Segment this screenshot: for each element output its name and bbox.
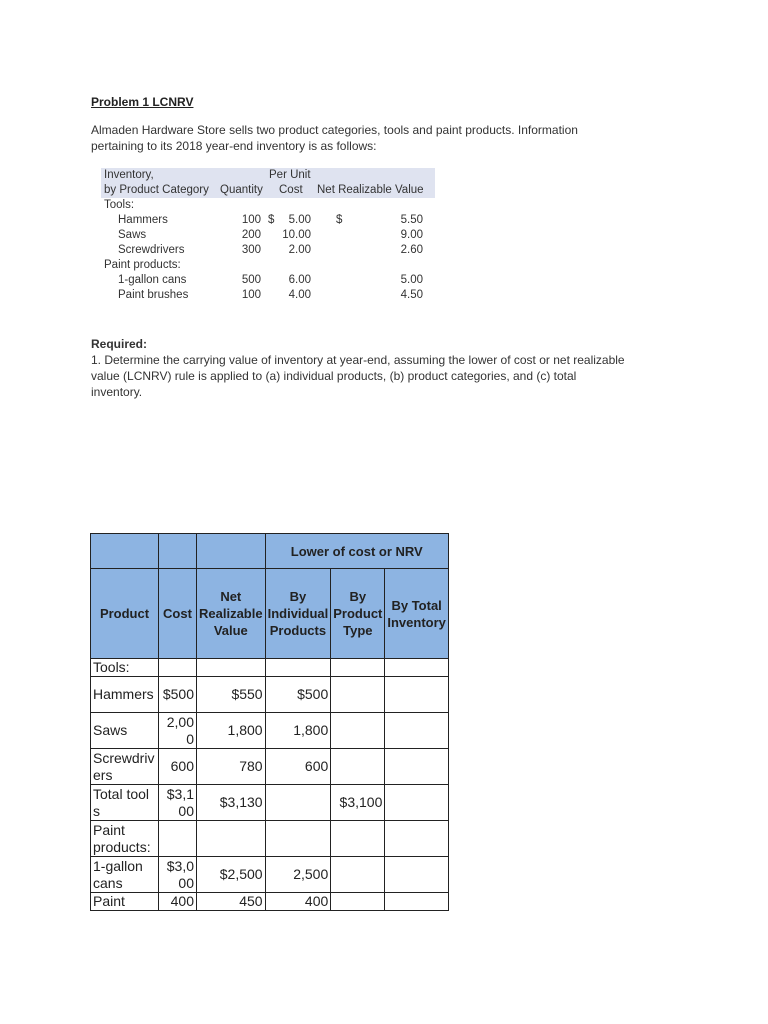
cell-total [385, 785, 449, 821]
item-nrv: 2.60 [400, 244, 423, 256]
item-name: Screwdrivers [118, 244, 185, 256]
item-nrv: 4.50 [400, 289, 423, 301]
required-line: 1. Determine the carrying value of inventory at year-end, assuming the lower of cost or net realizable [91, 353, 625, 367]
required-section [91, 336, 691, 400]
header-product: Product [91, 569, 159, 659]
cell-cost: $3,100 [159, 785, 197, 821]
cell-individual [265, 821, 331, 857]
header-nrv: Net Realizable Value [197, 569, 266, 659]
header-blank [159, 534, 197, 569]
cell-total [385, 677, 449, 713]
cell-cost: $500 [159, 677, 197, 713]
cell-total [385, 821, 449, 857]
cell-nrv: $3,130 [197, 785, 266, 821]
table-row [91, 677, 449, 713]
item-name: Hammers [118, 214, 168, 226]
header-category: by Product Category [104, 184, 209, 196]
cell-nrv: $2,500 [197, 857, 266, 893]
info-row [101, 213, 435, 228]
cell-type [331, 659, 385, 677]
item-name: Paint brushes [118, 289, 189, 301]
cell-nrv: 1,800 [197, 713, 266, 749]
cell-nrv: $550 [197, 677, 266, 713]
required-line: inventory. [91, 385, 143, 399]
header-cost: Cost [159, 569, 197, 659]
header-cost: Cost [279, 184, 303, 196]
cell-type: $3,100 [331, 785, 385, 821]
table-row [91, 857, 449, 893]
table-row [91, 893, 449, 911]
cell-type [331, 749, 385, 785]
table-row [91, 749, 449, 785]
cell-nrv [197, 659, 266, 677]
header-blank [197, 534, 266, 569]
cell-total [385, 893, 449, 911]
tools-label: Tools: [104, 199, 135, 211]
cell-individual [265, 785, 331, 821]
cell-type [331, 857, 385, 893]
cell-cost: 400 [159, 893, 197, 911]
cell-product: 1-gallon cans [91, 857, 159, 893]
info-row [101, 228, 435, 243]
header-per-unit: Per Unit [269, 169, 311, 181]
header-by-total: By Total Inventory [385, 569, 449, 659]
item-nrv: 5.50 [400, 214, 423, 226]
item-name: 1-gallon cans [118, 274, 187, 286]
cell-nrv: 780 [197, 749, 266, 785]
cell-nrv: 450 [197, 893, 266, 911]
header-lower-of-cost: Lower of cost or NRV [265, 534, 448, 569]
cell-individual: 2,500 [265, 857, 331, 893]
cell-individual: $500 [265, 677, 331, 713]
paint-label: Paint products: [104, 259, 181, 271]
cell-product: Screwdrivers [91, 749, 159, 785]
cell-individual: 600 [265, 749, 331, 785]
cell-type [331, 893, 385, 911]
cell-total [385, 713, 449, 749]
cell-total [385, 857, 449, 893]
cell-cost [159, 659, 197, 677]
item-cost: 2.00 [288, 244, 311, 256]
cell-type [331, 713, 385, 749]
item-qty: 500 [241, 274, 261, 286]
cell-cost: 2,000 [159, 713, 197, 749]
cell-nrv [197, 821, 266, 857]
cell-cost [159, 821, 197, 857]
cell-type [331, 677, 385, 713]
cell-product: Tools: [91, 659, 159, 677]
answer-table [90, 533, 449, 911]
item-qty: 200 [241, 229, 261, 241]
cell-product: Total tools [91, 785, 159, 821]
intro-line: pertaining to its 2018 year-end inventory is as follows: [91, 139, 377, 153]
item-nrv: 5.00 [400, 274, 423, 286]
info-row [101, 288, 435, 303]
item-qty: 300 [241, 244, 261, 256]
header-inventory: Inventory, [104, 169, 154, 181]
info-row [101, 243, 435, 258]
item-name: Saws [118, 229, 147, 241]
item-nrv: 9.00 [400, 229, 423, 241]
cell-individual: 400 [265, 893, 331, 911]
cell-cost: $3,000 [159, 857, 197, 893]
item-cost: 10.00 [282, 229, 311, 241]
table-row [91, 713, 449, 749]
intro-line: Almaden Hardware Store sells two product categories, tools and paint products. Information [91, 123, 578, 137]
required-heading: Required: [91, 337, 148, 351]
intro-paragraph [91, 122, 651, 154]
item-qty: 100 [241, 214, 261, 226]
header-quantity: Quantity [220, 184, 263, 196]
header-nrv: Net Realizable Value [317, 184, 424, 196]
table-row [91, 659, 449, 677]
nrv-dollar: $ [336, 214, 343, 226]
item-cost: 4.00 [288, 289, 311, 301]
cell-product: Paint [91, 893, 159, 911]
header-by-individual: By Individual Products [265, 569, 331, 659]
item-qty: 100 [241, 289, 261, 301]
required-line: value (LCNRV) rule is applied to (a) individual products, (b) product categories, and (c) total [91, 369, 577, 383]
table-row [91, 785, 449, 821]
inventory-info-table [101, 168, 435, 303]
table-row [91, 821, 449, 857]
cell-cost: 600 [159, 749, 197, 785]
problem-title: Problem 1 LCNRV [91, 95, 194, 109]
cell-product: Hammers [91, 677, 159, 713]
info-row [101, 273, 435, 288]
cell-type [331, 821, 385, 857]
item-cost: 5.00 [288, 214, 311, 226]
header-by-product-type: By Product Type [331, 569, 385, 659]
cell-total [385, 659, 449, 677]
info-table-header [101, 168, 435, 198]
cell-individual: 1,800 [265, 713, 331, 749]
cell-total [385, 749, 449, 785]
cell-product: Saws [91, 713, 159, 749]
cost-dollar: $ [268, 214, 275, 226]
cell-individual [265, 659, 331, 677]
header-blank [91, 534, 159, 569]
cell-product: Paint products: [91, 821, 159, 857]
item-cost: 6.00 [288, 274, 311, 286]
